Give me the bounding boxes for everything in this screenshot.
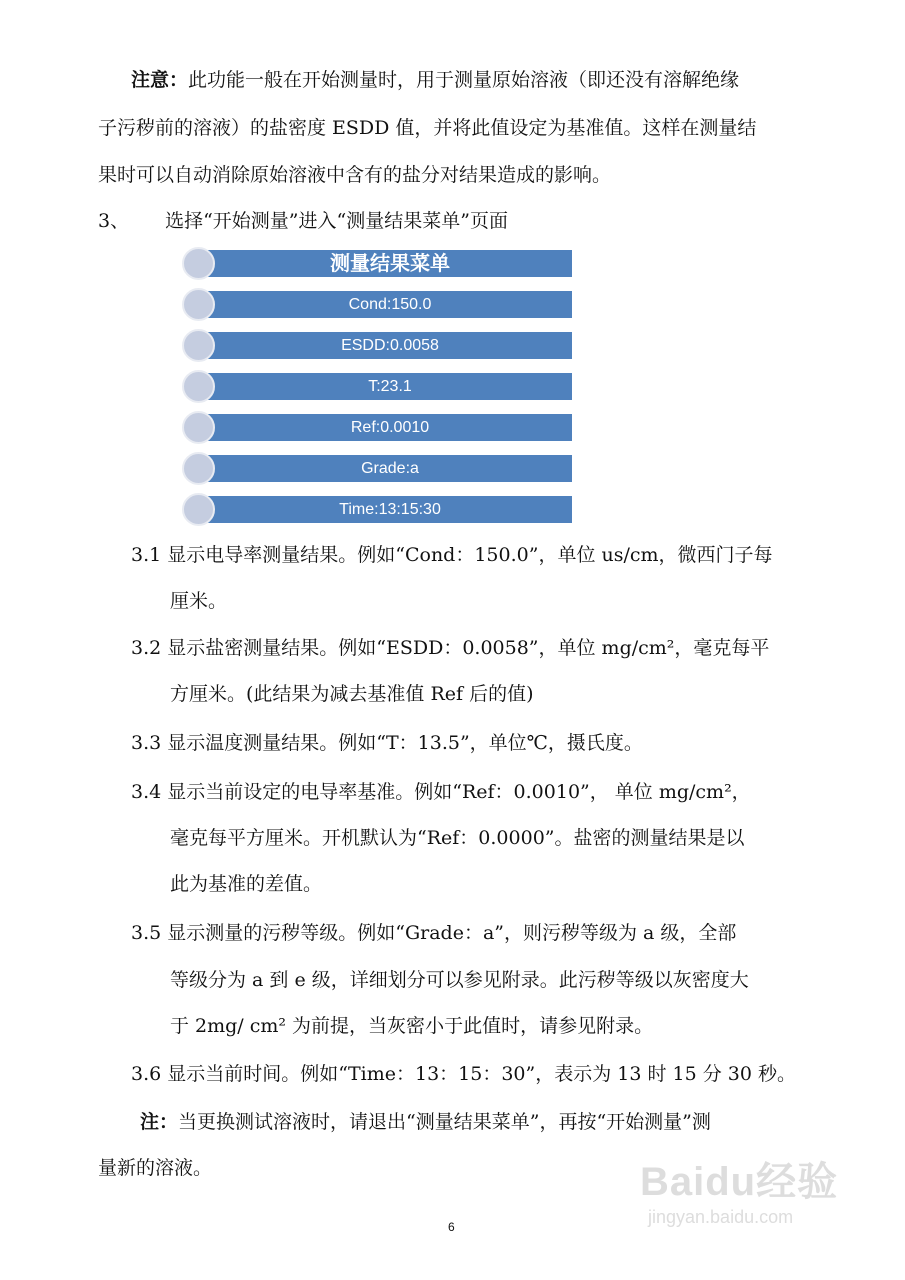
measurement-result-menu — [178, 246, 572, 533]
item-3-4-line-2: 毫克每平方厘米。开机默认为“Ref：0.0000”。盐密的测量结果是以 — [170, 827, 745, 849]
menu-item: Ref:0.0010 — [178, 410, 572, 451]
circle-bullet-icon — [182, 452, 215, 485]
item-3-2-line-2: 方厘米。(此结果为减去基准值 Ref 后的值) — [170, 683, 534, 705]
menu-item: Grade:a — [178, 451, 572, 492]
item-3-6: 3.6 显示当前时间。例如“Time：13：15：30”，表示为 13 时 15 分 30 秒。 — [131, 1063, 796, 1085]
page-number: 6 — [448, 1220, 455, 1234]
footnote-line-1: 注：当更换测试溶液时，请退出“测量结果菜单”，再按“开始测量”测 — [140, 1111, 711, 1133]
note-line-2: 子污秽前的溶液）的盐密度 ESDD 值，并将此值设定为基准值。这样在测量结 — [98, 117, 757, 139]
footnote-line-2: 量新的溶液。 — [98, 1157, 213, 1179]
item-3-1-line-2: 厘米。 — [170, 590, 228, 612]
item-3-4-line-3: 此为基准的差值。 — [170, 873, 323, 895]
watermark-brand: Baidu经验 — [640, 1160, 839, 1204]
circle-bullet-icon — [182, 493, 215, 526]
note-label: 注意： — [131, 69, 189, 91]
item-3-5-line-3: 于 2mg/ cm² 为前提，当灰密小于此值时，请参见附录。 — [170, 1015, 654, 1037]
note-line-1: 注意：此功能一般在开始测量时，用于测量原始溶液（即还没有溶解绝缘 — [131, 69, 740, 91]
step-3: 3、 选择“开始测量”进入“测量结果菜单”页面 — [98, 210, 508, 232]
menu-title-row — [178, 246, 572, 287]
menu-item: T:23.1 — [178, 369, 572, 410]
footnote-label: 注： — [140, 1111, 179, 1133]
circle-bullet-icon — [182, 370, 215, 403]
note-line-3: 果时可以自动消除原始溶液中含有的盐分对结果造成的影响。 — [98, 164, 612, 186]
circle-bullet-icon — [182, 288, 215, 321]
circle-bullet-icon — [182, 247, 215, 280]
item-3-1-line-1: 3.1 显示电导率测量结果。例如“Cond：150.0”，单位 us/cm，微西门子每 — [131, 544, 773, 566]
circle-bullet-icon — [182, 329, 215, 362]
menu-title: 测量结果菜单 — [208, 250, 572, 277]
item-3-3: 3.3 显示温度测量结果。例如“T：13.5”，单位℃，摄氏度。 — [131, 732, 643, 754]
item-3-5-line-2: 等级分为 a 到 e 级，详细划分可以参见附录。此污秽等级以灰密度大 — [170, 969, 749, 991]
menu-item: ESDD:0.0058 — [178, 328, 572, 369]
item-3-2-line-1: 3.2 显示盐密测量结果。例如“ESDD：0.0058”，单位 mg/cm²，毫克每平 — [131, 637, 770, 659]
item-3-5-line-1: 3.5 显示测量的污秽等级。例如“Grade：a”，则污秽等级为 a 级，全部 — [131, 922, 737, 944]
baidu-jingyan-watermark — [640, 1150, 838, 1228]
menu-item: Cond:150.0 — [178, 287, 572, 328]
item-3-4-line-1: 3.4 显示当前设定的电导率基准。例如“Ref：0.0010”， 单位 mg/cm²， — [131, 781, 751, 803]
circle-bullet-icon — [182, 411, 215, 444]
menu-item: Time:13:15:30 — [178, 492, 572, 533]
watermark-url: jingyan.baidu.com — [648, 1207, 794, 1227]
